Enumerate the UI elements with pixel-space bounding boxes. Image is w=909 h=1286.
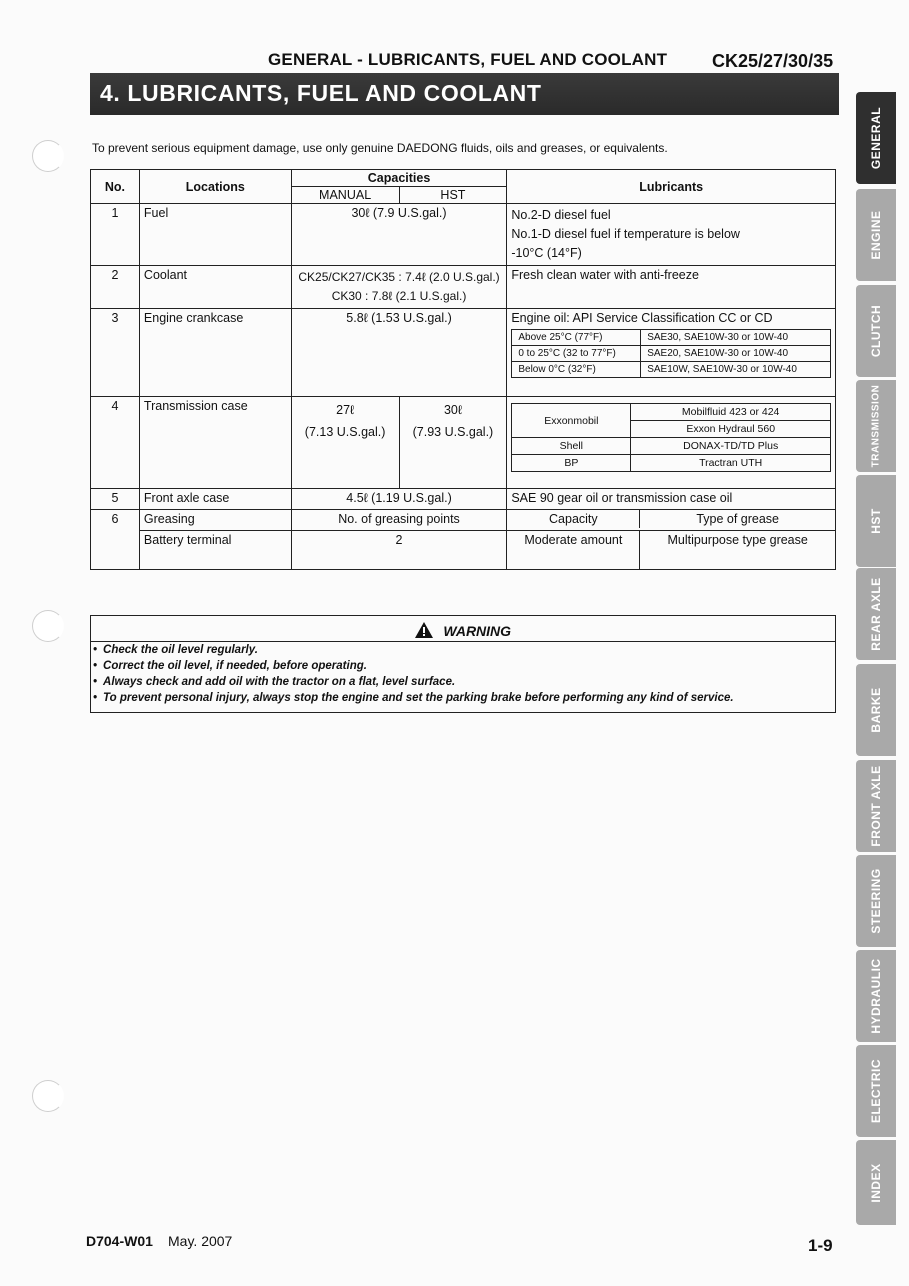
lubricant-line: No.1-D diesel fuel if temperature is below xyxy=(511,227,740,241)
header-hst: HST xyxy=(399,187,507,204)
tab-hst[interactable]: HST xyxy=(856,475,896,567)
warning-box xyxy=(90,615,836,713)
row-location: Battery terminal xyxy=(139,531,291,570)
tab-barke[interactable]: BARKE xyxy=(856,664,896,756)
header-capacities: Capacities xyxy=(291,170,507,187)
tab-electric[interactable]: ELECTRIC xyxy=(856,1045,896,1137)
grease-type-label: Type of grease xyxy=(639,510,835,528)
engine-oil-row xyxy=(512,362,831,378)
capacity-line: 27ℓ xyxy=(336,403,355,417)
brand-name: Exxonmobil xyxy=(512,404,631,438)
row-location: Coolant xyxy=(139,266,291,309)
capacity-line: CK30 : 7.8ℓ (2.1 U.S.gal.) xyxy=(331,289,467,303)
grease-capacity: Moderate amount xyxy=(524,533,623,547)
binder-hole-decoration xyxy=(32,610,64,642)
oil-grade: SAE30, SAE10W-30 or 10W-40 xyxy=(641,330,831,346)
row-location: Greasing xyxy=(139,510,291,531)
grease-type: Multipurpose type grease xyxy=(639,531,835,569)
lubricants-table xyxy=(90,169,836,570)
row-location: Fuel xyxy=(139,204,291,266)
footer-date: May. 2007 xyxy=(168,1233,233,1249)
section-title: 4. LUBRICANTS, FUEL AND COOLANT xyxy=(100,80,542,106)
row-no: 4 xyxy=(91,397,140,489)
header-title: GENERAL - LUBRICANTS, FUEL AND COOLANT xyxy=(268,50,668,69)
row-location: Front axle case xyxy=(139,489,291,510)
row-no: 2 xyxy=(91,266,140,309)
row-lubricant xyxy=(507,204,836,266)
warning-list xyxy=(93,644,734,708)
header-model: CK25/27/30/35 xyxy=(712,51,834,71)
capacity-line: 30ℓ xyxy=(443,403,462,417)
engine-oil-row xyxy=(512,346,831,362)
row-capacity: 5.8ℓ (1.53 U.S.gal.) xyxy=(291,309,507,397)
tab-general[interactable]: GENERAL xyxy=(856,92,896,184)
footer-doc-code: D704-W01 xyxy=(86,1233,153,1249)
header-locations: Locations xyxy=(139,170,291,204)
row-capacity-manual xyxy=(291,397,399,489)
greasing-subheader xyxy=(507,510,836,531)
brand-oil: Exxon Hydraul 560 xyxy=(631,421,831,438)
warning-triangle-icon xyxy=(415,622,433,638)
row-capacity xyxy=(291,266,507,309)
row-no: 5 xyxy=(91,489,140,510)
lubricant-line: -10°C (14°F) xyxy=(511,246,582,260)
oil-grade: SAE10W, SAE10W-30 or 10W-40 xyxy=(641,362,831,378)
battery-grease xyxy=(507,531,836,570)
greasing-points-label: No. of greasing points xyxy=(291,510,507,531)
transmission-oil-table xyxy=(511,403,831,472)
warning-item: • Check the oil level regularly. xyxy=(93,644,734,660)
tab-rear-axle[interactable]: REAR AXLE xyxy=(856,568,896,660)
greasing-points: 2 xyxy=(291,531,507,570)
row-capacity-hst xyxy=(399,397,507,489)
brand-name: BP xyxy=(512,455,631,472)
header-no: No. xyxy=(91,170,140,204)
row-location: Engine crankcase xyxy=(139,309,291,397)
binder-hole-decoration xyxy=(32,1080,64,1112)
warning-header xyxy=(91,616,835,642)
warning-item: • Correct the oil level, if needed, before operating. xyxy=(93,660,734,676)
tab-transmission[interactable]: TRANSMISSION xyxy=(856,380,896,472)
row-no: 1 xyxy=(91,204,140,266)
row-no: 6 xyxy=(91,510,140,570)
row-location: Transmission case xyxy=(139,397,291,489)
section-title-bar xyxy=(90,73,839,115)
intro-text: To prevent serious equipment damage, use only genuine DAEDONG fluids, oils and greases, or equivalents. xyxy=(92,141,668,155)
tab-clutch[interactable]: CLUTCH xyxy=(856,285,896,377)
tab-front-axle[interactable]: FRONT AXLE xyxy=(856,760,896,852)
capacity-label: Capacity xyxy=(549,512,598,526)
oil-temp: Above 25°C (77°F) xyxy=(512,330,641,346)
brand-oil: Mobilfluid 423 or 424 xyxy=(631,404,831,421)
row-capacity: 30ℓ (7.9 U.S.gal.) xyxy=(291,204,507,266)
engine-oil-row xyxy=(512,330,831,346)
brand-row xyxy=(512,455,831,472)
capacity-line: (7.93 U.S.gal.) xyxy=(412,425,494,439)
capacity-line: CK25/CK27/CK35 : 7.4ℓ (2.0 U.S.gal.) xyxy=(298,270,500,284)
footer-page-number: 1-9 xyxy=(808,1236,833,1255)
tab-steering[interactable]: STEERING xyxy=(856,855,896,947)
row-lubricant xyxy=(507,309,836,397)
lubricant-line: No.2-D diesel fuel xyxy=(511,208,611,222)
oil-temp: Below 0°C (32°F) xyxy=(512,362,641,378)
tab-engine[interactable]: ENGINE xyxy=(856,189,896,281)
header-lubricants: Lubricants xyxy=(507,170,836,204)
warning-title: WARNING xyxy=(443,623,512,639)
row-capacity: 4.5ℓ (1.19 U.S.gal.) xyxy=(291,489,507,510)
row-lubricant: SAE 90 gear oil or transmission case oil xyxy=(507,489,836,510)
row-no: 3 xyxy=(91,309,140,397)
engine-oil-table xyxy=(511,329,831,378)
brand-row xyxy=(512,404,831,421)
brand-name: Shell xyxy=(512,438,631,455)
header-manual: MANUAL xyxy=(291,187,399,204)
oil-grade: SAE20, SAE10W-30 or 10W-40 xyxy=(641,346,831,362)
capacity-line: (7.13 U.S.gal.) xyxy=(304,425,386,439)
oil-temp: 0 to 25°C (32 to 77°F) xyxy=(512,346,641,362)
brand-row xyxy=(512,438,831,455)
brand-oil: Tractran UTH xyxy=(631,455,831,472)
tab-index[interactable]: INDEX xyxy=(856,1140,896,1225)
binder-hole-decoration xyxy=(32,140,64,172)
row-lubricant: Fresh clean water with anti-freeze xyxy=(507,266,836,309)
brand-oil: DONAX-TD/TD Plus xyxy=(631,438,831,455)
warning-item: • To prevent personal injury, always stop the engine and set the parking brake before performing any kind of service. xyxy=(93,692,734,708)
lubricant-line: Engine oil: API Service Classification CC or CD xyxy=(511,311,773,325)
tab-hydraulic[interactable]: HYDRAULIC xyxy=(856,950,896,1042)
row-lubricant xyxy=(507,397,836,489)
warning-item: • Always check and add oil with the tractor on a flat, level surface. xyxy=(93,676,734,692)
